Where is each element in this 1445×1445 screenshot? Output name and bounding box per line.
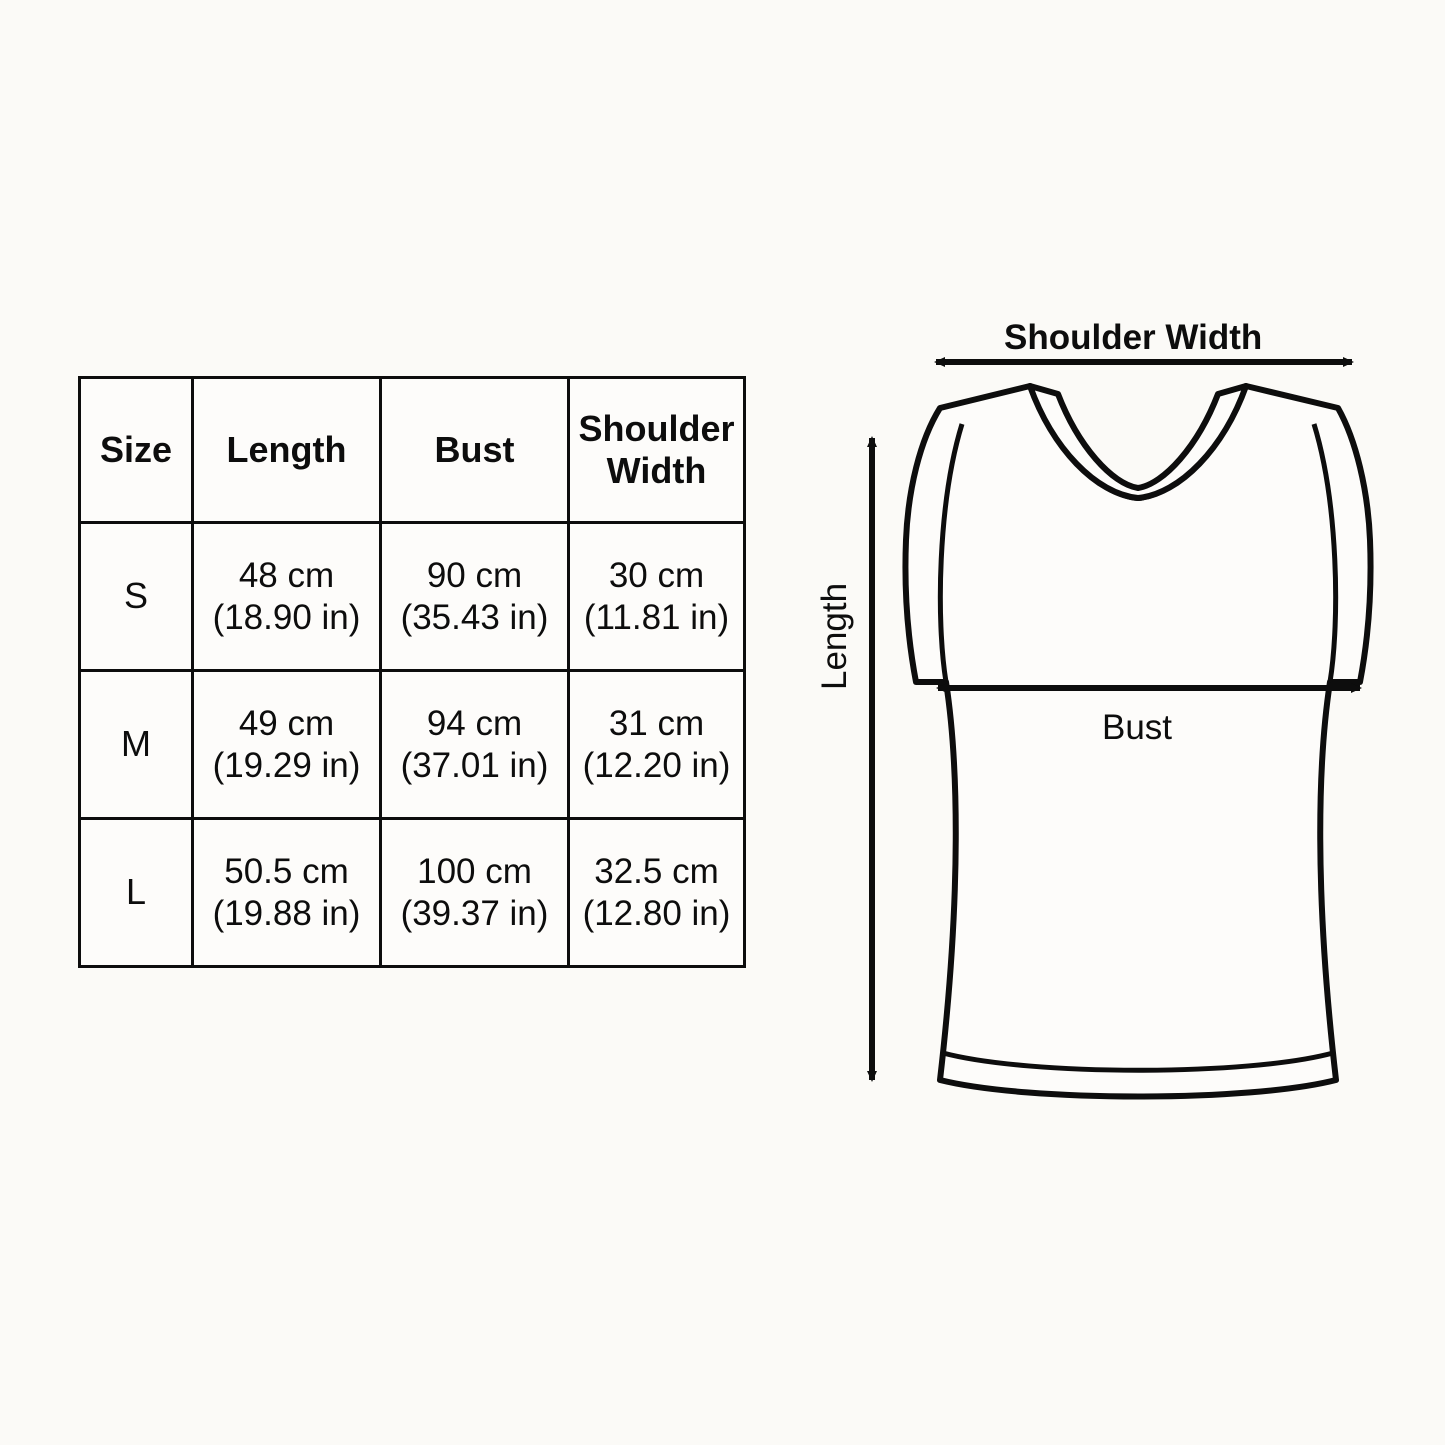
header-size: Size: [80, 378, 193, 523]
size-letter: S: [123, 575, 148, 617]
header-bust: Bust: [381, 378, 569, 523]
header-shoulder-line1: Shoulder: [578, 407, 735, 449]
length-cm: 49 cm: [238, 704, 335, 744]
bust-cm: 100 cm: [417, 852, 532, 892]
size-table: [78, 376, 746, 968]
size-letter: L: [125, 871, 147, 913]
cell-length: [193, 523, 381, 671]
table-row: [80, 819, 745, 967]
shoulder-cm: 31 cm: [608, 704, 705, 744]
shoulder-cm: 32.5 cm: [594, 852, 719, 892]
cell-size: [80, 819, 193, 967]
cell-bust: [381, 523, 569, 671]
bust-cm: 90 cm: [426, 556, 523, 596]
bust-in: (35.43 in): [400, 597, 549, 637]
cell-length: [193, 671, 381, 819]
header-length: Length: [193, 378, 381, 523]
label-bust: Bust: [1102, 708, 1173, 747]
bust-in: (37.01 in): [400, 745, 549, 785]
bust-cm: 94 cm: [426, 704, 523, 744]
length-in: (19.88 in): [212, 893, 361, 933]
label-shoulder-width: Shoulder Width: [1004, 318, 1263, 357]
length-cm: 50.5 cm: [224, 852, 349, 892]
bust-in: (39.37 in): [400, 893, 549, 933]
cell-length: [193, 819, 381, 967]
size-table-container: [78, 376, 743, 968]
label-length: Length: [815, 582, 854, 690]
size-letter: M: [121, 723, 151, 765]
length-cm: 48 cm: [238, 556, 335, 596]
cell-shoulder: [569, 819, 745, 967]
cell-bust: [381, 819, 569, 967]
shoulder-in: (11.81 in): [583, 597, 730, 637]
garment-diagram: [790, 290, 1390, 1120]
cell-shoulder: [569, 671, 745, 819]
table-header-row: [80, 378, 745, 523]
length-in: (18.90 in): [212, 597, 361, 637]
length-in: (19.29 in): [212, 745, 361, 785]
table-row: [80, 671, 745, 819]
shoulder-in: (12.80 in): [582, 893, 731, 933]
cell-bust: [381, 671, 569, 819]
table-row: [80, 523, 745, 671]
cell-size: [80, 523, 193, 671]
header-shoulder-line2: Width: [606, 450, 707, 491]
cell-shoulder: [569, 523, 745, 671]
shoulder-in: (12.20 in): [582, 745, 731, 785]
shoulder-cm: 30 cm: [608, 556, 705, 596]
header-shoulder-width: [569, 378, 745, 523]
cell-size: [80, 671, 193, 819]
